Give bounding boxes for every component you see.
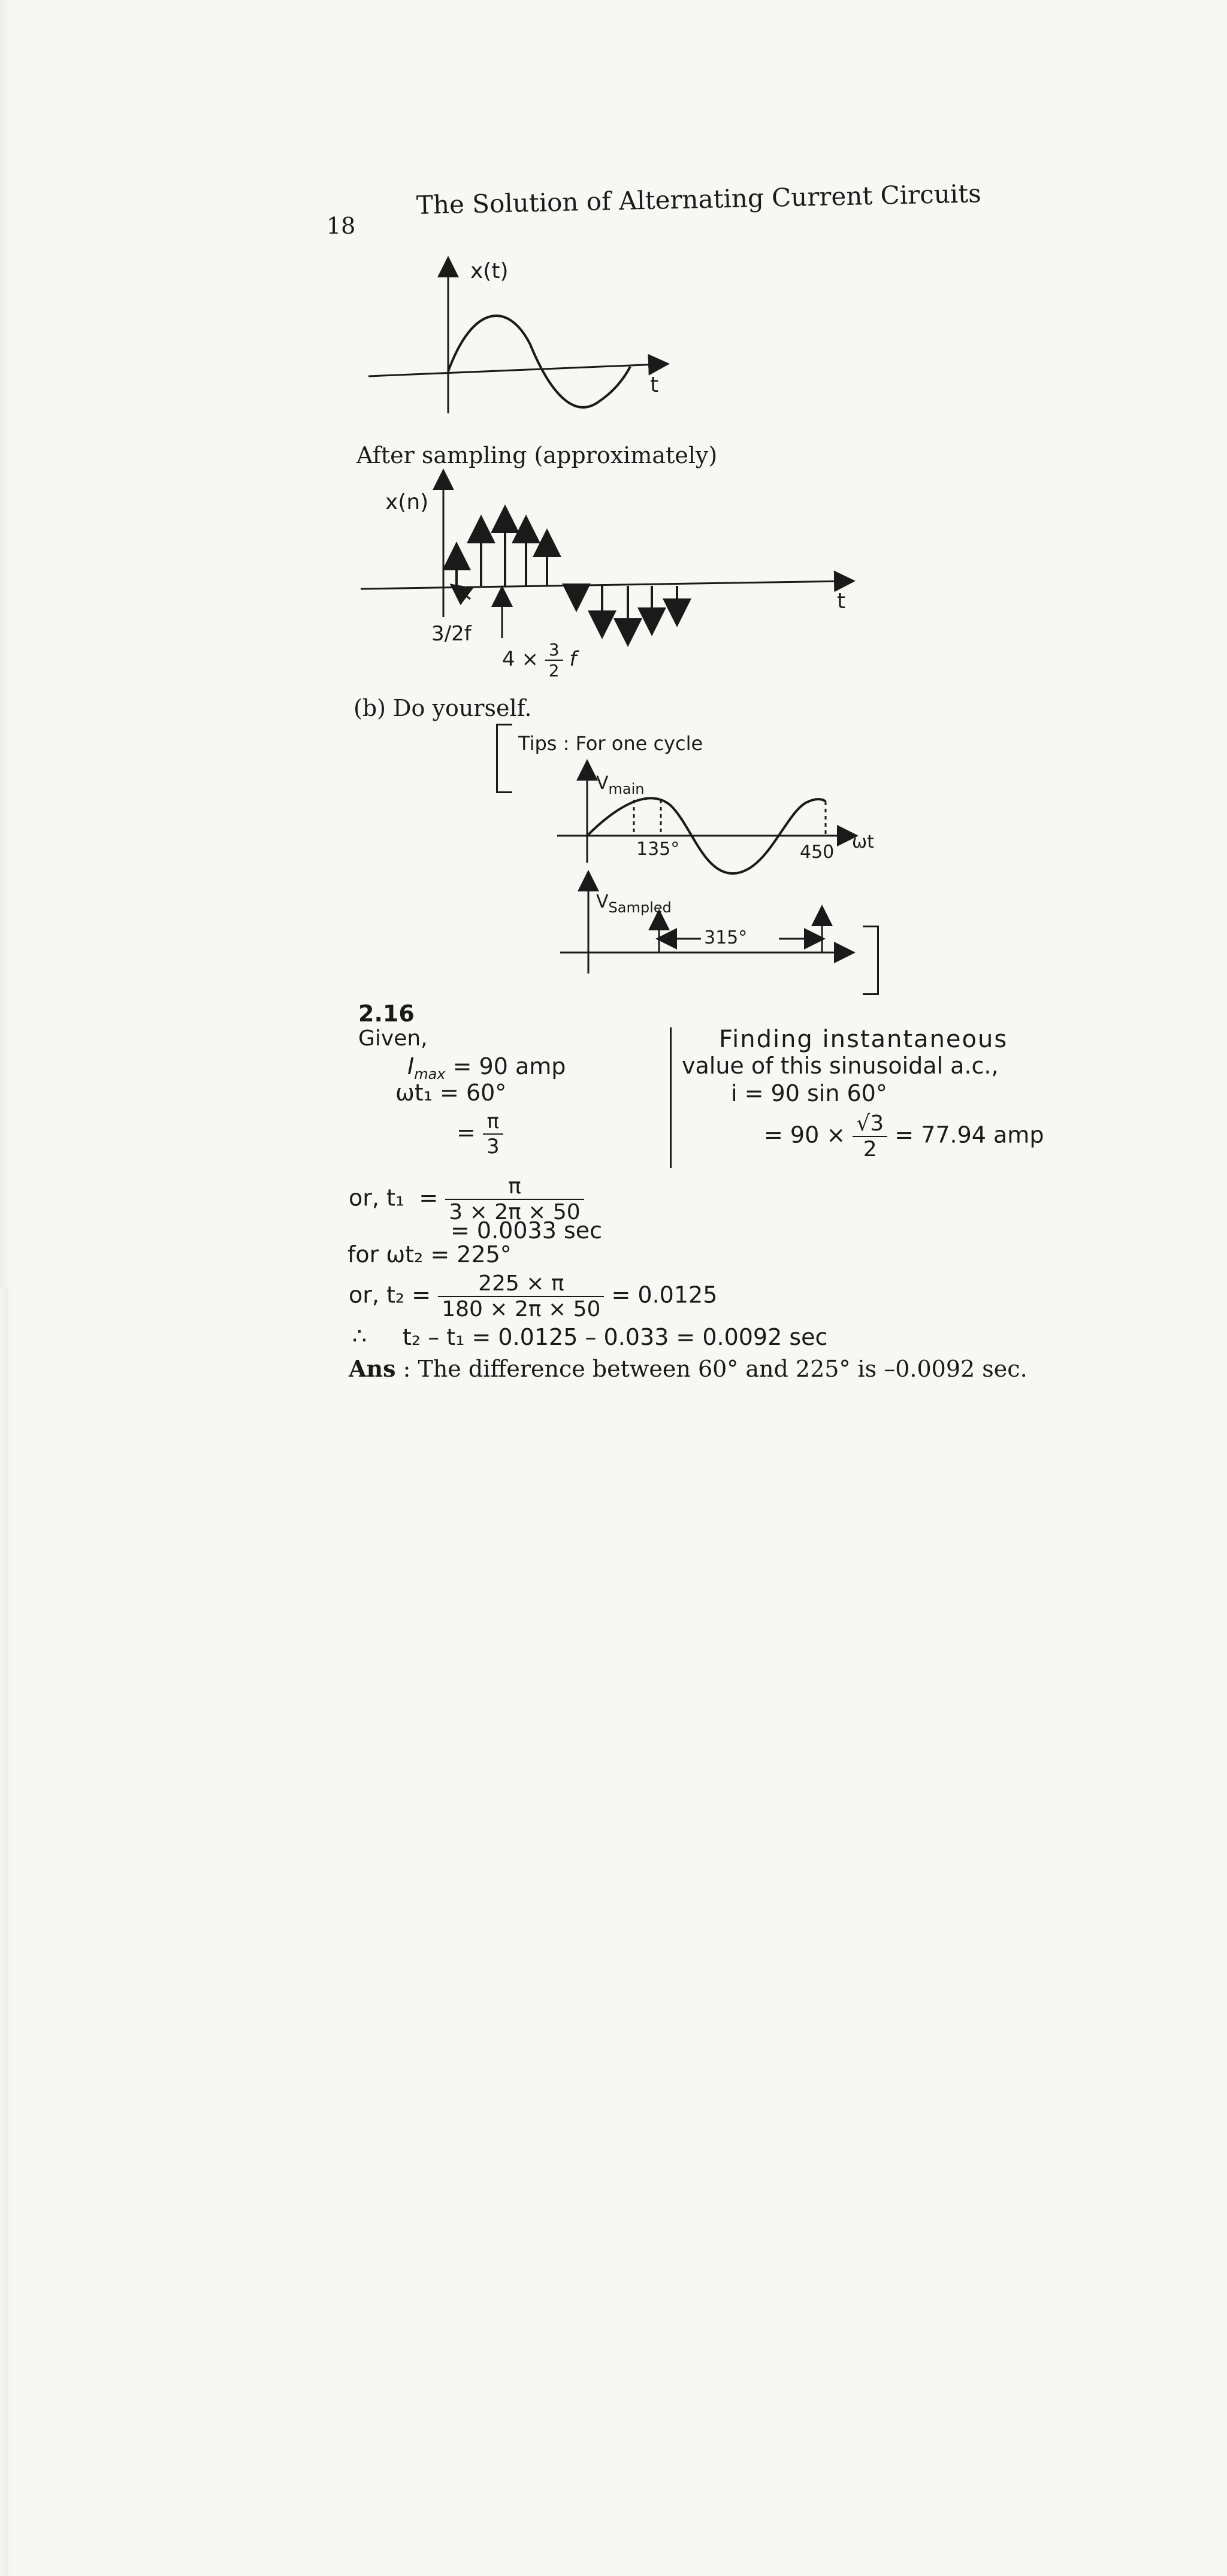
tips-title: Tips : For one cycle	[518, 732, 703, 755]
pi-over-3: = $\frac{\pi}{3}$	[457, 1109, 503, 1159]
xn-x-label: t	[837, 589, 846, 613]
right-line-4: = 90 × $\frac{√3}{2}$ = 77.94 amp	[764, 1111, 1044, 1162]
given-label: Given,	[358, 1026, 428, 1051]
vmain-axis-label: ωt	[852, 832, 874, 852]
imax-line: $I_{max} = 90$ amp	[407, 1053, 566, 1083]
wt1-line: ωt₁ = 60°	[395, 1080, 507, 1106]
right-line-1: Finding instantaneous	[719, 1026, 1008, 1053]
vsampled-label: $V_{Sampled}$	[596, 891, 672, 916]
page-number: 18	[327, 213, 356, 239]
wt2-line: for ωt₂ = 225°	[347, 1241, 512, 1268]
answer-line: Ans : The difference between 60° and 225° is –0.0092 sec.	[349, 1355, 1027, 1382]
xt-x-label: t	[650, 373, 659, 397]
t1-line: or, t₁ = $\frac{\pi}{3 \times 2\pi \times 50}$	[349, 1174, 584, 1224]
part-b-text: (b) Do yourself.	[353, 695, 532, 721]
vmain-label: $V_{main}$	[596, 773, 645, 797]
sampling-caption: After sampling (approximately)	[356, 442, 718, 468]
right-line-3: i = 90 sin 60°	[731, 1080, 887, 1106]
right-line-2: value of this sinusoidal a.c.,	[682, 1053, 999, 1079]
column-divider	[670, 1027, 672, 1168]
xt-y-label: x(t)	[470, 259, 509, 283]
running-title: The Solution of Alternating Current Circuits	[416, 179, 982, 220]
xn-y-label: x(n)	[385, 490, 429, 515]
annotation-3-over-2f: 3/2f	[431, 622, 472, 646]
interval-label: 315°	[704, 927, 748, 948]
therefore-symbol: ∴	[352, 1323, 367, 1349]
vmain-tick-450: 450	[800, 842, 835, 863]
vmain-tick-135: 135°	[636, 839, 680, 860]
annotation-4-times: 4 × $\frac{3}{2}$ f	[502, 640, 577, 681]
t2-line: or, t₂ = $\frac{225 \times \pi}{180 \times 2\pi \times 50}$ = 0.0125	[349, 1271, 718, 1322]
problem-number: 2.16	[358, 1000, 415, 1027]
t1-value: = 0.0033 sec	[451, 1217, 603, 1244]
difference-line: t₂ – t₁ = 0.0125 – 0.033 = 0.0092 sec	[403, 1324, 828, 1350]
